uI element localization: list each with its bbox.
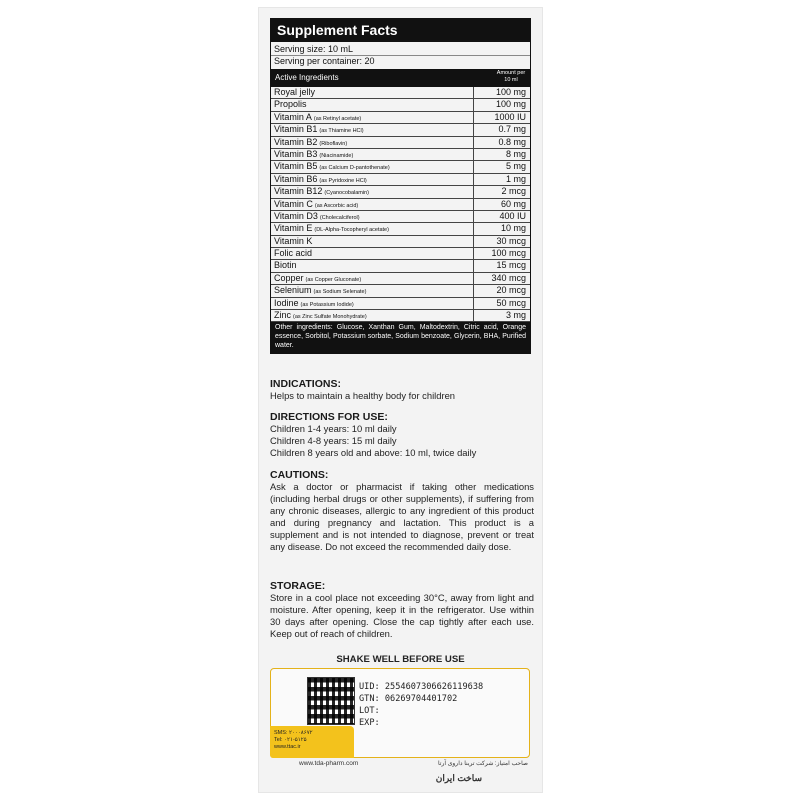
direction-line: Children 4-8 years: 15 ml daily	[270, 434, 397, 446]
directions-heading: DIRECTIONS FOR USE:	[270, 411, 388, 423]
ingredient-name	[271, 285, 473, 296]
table-row	[271, 87, 530, 99]
ingredient-amount: 50 mcg	[473, 298, 530, 309]
ingredient-label: Propolis	[274, 99, 307, 110]
ingredient-label: Biotin	[274, 260, 297, 271]
ingredient-name	[271, 112, 473, 123]
table-row	[271, 298, 530, 310]
license-owner: صاحب امتیاز: شرکت ترینا داروی آرتا	[437, 761, 528, 767]
ingredient-name	[271, 248, 473, 259]
ingredient-amount: 30 mcg	[473, 236, 530, 247]
ingredient-name	[271, 87, 473, 98]
ingredient-name	[271, 161, 473, 172]
ingredient-label: Vitamin B3	[274, 148, 318, 159]
tel-number: Tel: ۰۲۱-۵۱۲۵	[274, 737, 307, 743]
uid-code: UID: 2554607306626119638	[359, 682, 484, 692]
ingredient-name	[271, 174, 473, 185]
tracking-sticker	[270, 668, 530, 758]
ingredient-amount: 10 mg	[473, 223, 530, 234]
ingredient-amount: 60 mg	[473, 199, 530, 210]
table-row	[271, 174, 530, 186]
ingredient-rows	[271, 87, 530, 322]
ingredient-name	[271, 124, 473, 135]
storage-section	[270, 580, 534, 640]
ingredient-label: Folic acid	[274, 248, 313, 259]
servings-per-container: Serving per container: 20	[274, 56, 375, 66]
ingredient-name	[271, 260, 473, 271]
qr-code-icon	[307, 677, 355, 725]
ingredient-source: (Niacinamide)	[319, 152, 354, 159]
ingredient-name	[271, 137, 473, 148]
ingredient-amount: 3 mg	[473, 310, 530, 321]
ingredient-name	[271, 149, 473, 160]
sms-number: SMS: ۲۰۰۰۸۶۷۲	[274, 730, 313, 736]
ttac-website: www.ttac.ir	[274, 744, 301, 750]
ingredient-name	[271, 273, 473, 284]
ingredient-source: (as Pyridoxine HCl)	[319, 177, 367, 184]
gtn-code: GTN: 06269704401702	[359, 694, 458, 704]
ingredient-source: (Riboflavin)	[319, 140, 348, 147]
ingredient-name	[271, 211, 473, 222]
ingredient-amount: 20 mcg	[473, 285, 530, 296]
directions-section	[270, 411, 534, 459]
ingredient-name	[271, 199, 473, 210]
ingredient-amount: 15 mcg	[473, 260, 530, 271]
cautions-heading: CAUTIONS:	[270, 469, 329, 481]
ingredient-source: (Cholecalciferol)	[319, 214, 360, 221]
ingredient-source: (Cyanocobalamin)	[324, 190, 370, 197]
ingredient-label: Iodine	[274, 297, 299, 308]
table-row	[271, 211, 530, 223]
direction-line: Children 1-4 years: 10 ml daily	[270, 423, 397, 434]
ingredient-source: (as Sodium Selenate)	[313, 289, 367, 296]
ingredient-source: (as Calcium D-pantothenate)	[319, 165, 390, 172]
ingredient-amount: 340 mcg	[473, 273, 530, 284]
ingredient-source: (as Zinc Sulfate Monohydrate)	[293, 314, 367, 321]
ingredient-name	[271, 236, 473, 247]
ingredient-label: Vitamin B6	[274, 173, 318, 184]
table-row	[271, 310, 530, 322]
package-panel	[259, 8, 542, 792]
ingredient-amount: 400 IU	[473, 211, 530, 222]
ingredient-amount: 1 mg	[473, 174, 530, 185]
table-row	[271, 260, 530, 272]
ingredient-label: Copper	[274, 272, 304, 283]
ingredient-label: Vitamin B2	[274, 136, 318, 147]
table-row	[271, 112, 530, 124]
ingredient-amount: 1000 IU	[473, 112, 530, 123]
table-row	[271, 124, 530, 136]
ingredient-amount: 5 mg	[473, 161, 530, 172]
ingredient-name	[271, 186, 473, 197]
ingredient-label: Zinc	[274, 310, 292, 321]
ingredient-label: Royal jelly	[274, 87, 316, 97]
ingredient-amount: 0.7 mg	[473, 124, 530, 135]
company-website: www.tda-pharm.com	[299, 760, 359, 767]
table-row	[271, 99, 530, 111]
ingredient-label: Vitamin C	[274, 198, 313, 209]
sms-contact-box	[270, 726, 354, 758]
ingredient-source: (DL-Alpha-Tocopheryl acetate)	[314, 227, 389, 234]
table-row	[271, 236, 530, 248]
ingredient-label: Vitamin A	[274, 111, 312, 122]
cautions-section	[270, 469, 534, 552]
table-row	[271, 137, 530, 149]
made-in-iran: ساخت ایران	[435, 773, 482, 783]
storage-text: Store in a cool place not exceeding 30°C, away from light and moisture. After opening, keep it in the refrigerator. Use within 30 days after opening. Close the cap tightly after each use. Keep out of reach of children.	[270, 592, 534, 639]
table-row	[271, 161, 530, 173]
indications-text: Helps to maintain a healthy body for children	[270, 390, 456, 401]
facts-title: Supplement Facts	[271, 19, 530, 42]
lot-code: LOT:	[359, 706, 380, 716]
ingredient-source: (as Thiamine HCl)	[319, 128, 364, 135]
col-amount: Amount per 10 ml	[496, 70, 526, 83]
supplement-facts-table	[270, 18, 531, 354]
ingredient-source: (as Potassium Iodide)	[300, 301, 354, 308]
ingredient-amount: 8 mg	[473, 149, 530, 160]
table-row	[271, 186, 530, 198]
table-row	[271, 285, 530, 297]
other-ingredients: Other ingredients: Glucose, Xanthan Gum, Maltodextrin, Citric acid, Orange essence, Sorbitol, Potassium sorbate, Sodium benzoate, Glycerin, BHA, Purified water.	[271, 322, 530, 353]
ingredient-source: (as Copper Gluconate)	[305, 276, 362, 283]
ingredient-label: Selenium	[274, 285, 312, 296]
ingredient-name	[271, 223, 473, 234]
ingredient-source: (as Ascorbic acid)	[314, 202, 359, 209]
col-ingredients: Active Ingredients	[275, 73, 339, 82]
indications-section	[270, 378, 534, 402]
ingredient-label: Vitamin B12	[274, 186, 323, 197]
table-header	[271, 69, 530, 87]
table-row	[271, 149, 530, 161]
ingredient-label: Vitamin B1	[274, 124, 318, 135]
direction-line: Children 8 years old and above: 10 ml, twice daily	[270, 446, 477, 458]
ingredient-label: Vitamin B5	[274, 161, 318, 172]
cautions-text: Ask a doctor or pharmacist if taking other medications (including herbal drugs or other supplements), if suffering from any chronic diseases, allergic to any ingredient of this product and during pregnancy and lactation. This product is a supplement and is not intended to diagnose, prevent or treat any disease. Do not exceed the recommended daily dose.	[270, 481, 534, 552]
table-row	[271, 273, 530, 285]
serving-size: Serving size: 10 mL	[271, 42, 530, 56]
ingredient-amount: 2 mcg	[473, 186, 530, 197]
ingredient-source: (as Retinyl acetate)	[313, 115, 362, 122]
table-row	[271, 223, 530, 235]
shake-notice: SHAKE WELL BEFORE USE	[336, 654, 465, 665]
tracking-codes	[359, 681, 483, 729]
ingredient-label: Vitamin E	[274, 223, 313, 234]
exp-code: EXP:	[359, 718, 380, 728]
ingredient-name	[271, 298, 473, 309]
ingredient-name	[271, 99, 473, 110]
ingredient-name	[271, 310, 473, 321]
ingredient-amount: 0.8 mg	[473, 137, 530, 148]
table-row	[271, 248, 530, 260]
ingredient-amount: 100 mg	[473, 99, 530, 110]
ingredient-label: Vitamin D3	[274, 210, 318, 221]
ingredient-amount: 100 mcg	[473, 248, 530, 259]
ingredient-amount: 100 mg	[473, 87, 530, 98]
storage-heading: STORAGE:	[270, 580, 326, 592]
ingredient-label: Vitamin K	[274, 235, 313, 246]
indications-heading: INDICATIONS:	[270, 378, 341, 390]
table-row	[271, 199, 530, 211]
